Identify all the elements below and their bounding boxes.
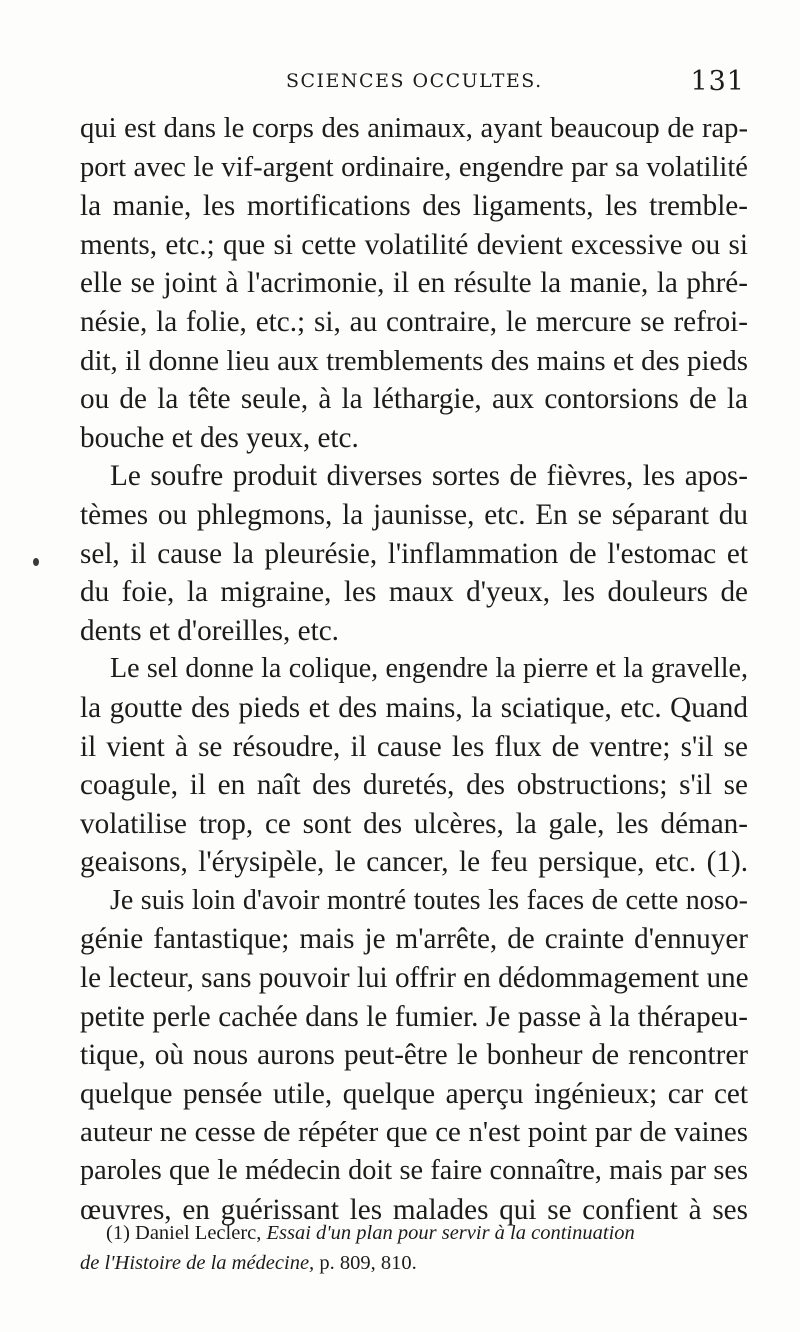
- text-line: dit, il donne lieu aux tremblements des mains et des pieds: [80, 344, 748, 377]
- footnote: [80, 1218, 750, 1278]
- footnote-author: Daniel Leclerc,: [135, 1222, 262, 1244]
- text-line: Je suis loin d'avoir montré toutes les faces de cette noso-: [110, 884, 748, 916]
- text-line: paroles que le médecin doit se faire connaître, mais par ses: [80, 1155, 748, 1187]
- text-line: qui est dans le corps des animaux, ayant beaucoup de rap-: [80, 113, 748, 144]
- footnote-marker: (1): [106, 1222, 130, 1244]
- text-line: la manie, les mortifications des ligaments, les tremble-: [80, 190, 748, 223]
- text-line: dents et d'oreilles, etc.: [80, 614, 339, 647]
- text-line: tique, où nous aurons peut-être le bonheur de rencontrer: [80, 1039, 748, 1072]
- text-line: génie fantastique; mais je m'arrête, de crainte d'ennuyer: [80, 923, 748, 956]
- text-line: le lecteur, sans pouvoir lui offrir en dédommagement une: [80, 962, 749, 995]
- body-text: [80, 110, 748, 1229]
- ink-speck: [33, 558, 39, 566]
- text-line: nésie, la folie, etc.; si, au contraire, le mercure se refroi-: [80, 305, 748, 338]
- text-line: geaisons, l'érysipèle, le cancer, le feu persique, etc. (1).: [80, 846, 748, 879]
- footnote-pages: p. 809, 810.: [319, 1252, 417, 1274]
- running-head: [80, 66, 745, 100]
- text-line: ou de la tête seule, à la léthargie, aux contorsions de la: [80, 383, 748, 416]
- footnote-line-2: [80, 1248, 750, 1278]
- text-line: bouche et des yeux, etc.: [80, 421, 359, 454]
- footnote-title-part1: Essai d'un plan pour servir à la continuation: [266, 1222, 635, 1244]
- text-line: coagule, il en naît des duretés, des obstructions; s'il se: [80, 769, 748, 802]
- footnote-line-1: [80, 1218, 750, 1248]
- text-line: auteur ne cesse de répéter que ce n'est point par de vaines: [80, 1116, 748, 1149]
- text-line: tèmes ou phlegmons, la jaunisse, etc. En se séparant du: [80, 498, 748, 531]
- running-title: SCIENCES OCCULTES.: [286, 70, 543, 92]
- text-line: sel, il cause la pleurésie, l'inflammation de l'estomac et: [80, 537, 748, 570]
- text-line: Le soufre produit diverses sortes de fièvres, les apos-: [110, 460, 748, 493]
- text-line: œuvres, en guérissant les malades qui se confient à ses: [80, 1193, 748, 1226]
- text-line: la goutte des pieds et des mains, la sciatique, etc. Quand: [80, 691, 748, 724]
- text-line: Le sel donne la colique, engendre la pierre et la gravelle,: [110, 653, 748, 685]
- text-line: il vient à se résoudre, il cause les flux de ventre; s'il se: [80, 730, 748, 763]
- page-number: 131: [690, 66, 745, 97]
- text-line: port avec le vif-argent ordinaire, engendre par sa volatilité: [80, 151, 748, 183]
- text-line: ments, etc.; que si cette volatilité devient excessive ou si: [80, 228, 748, 261]
- text-line: du foie, la migraine, les maux d'yeux, les douleurs de: [80, 576, 748, 609]
- text-line: volatilise trop, ce sont des ulcères, la gale, les déman-: [80, 807, 748, 840]
- text-line: quelque pensée utile, quelque aperçu ingénieux; car cet: [80, 1077, 748, 1110]
- footnote-title-part2: de l'Histoire de la médecine,: [80, 1252, 315, 1274]
- text-line: elle se joint à l'acrimonie, il en résulte la manie, la phré-: [80, 267, 748, 300]
- text-line: petite perle cachée dans le fumier. Je passe à la thérapeu-: [80, 1000, 748, 1033]
